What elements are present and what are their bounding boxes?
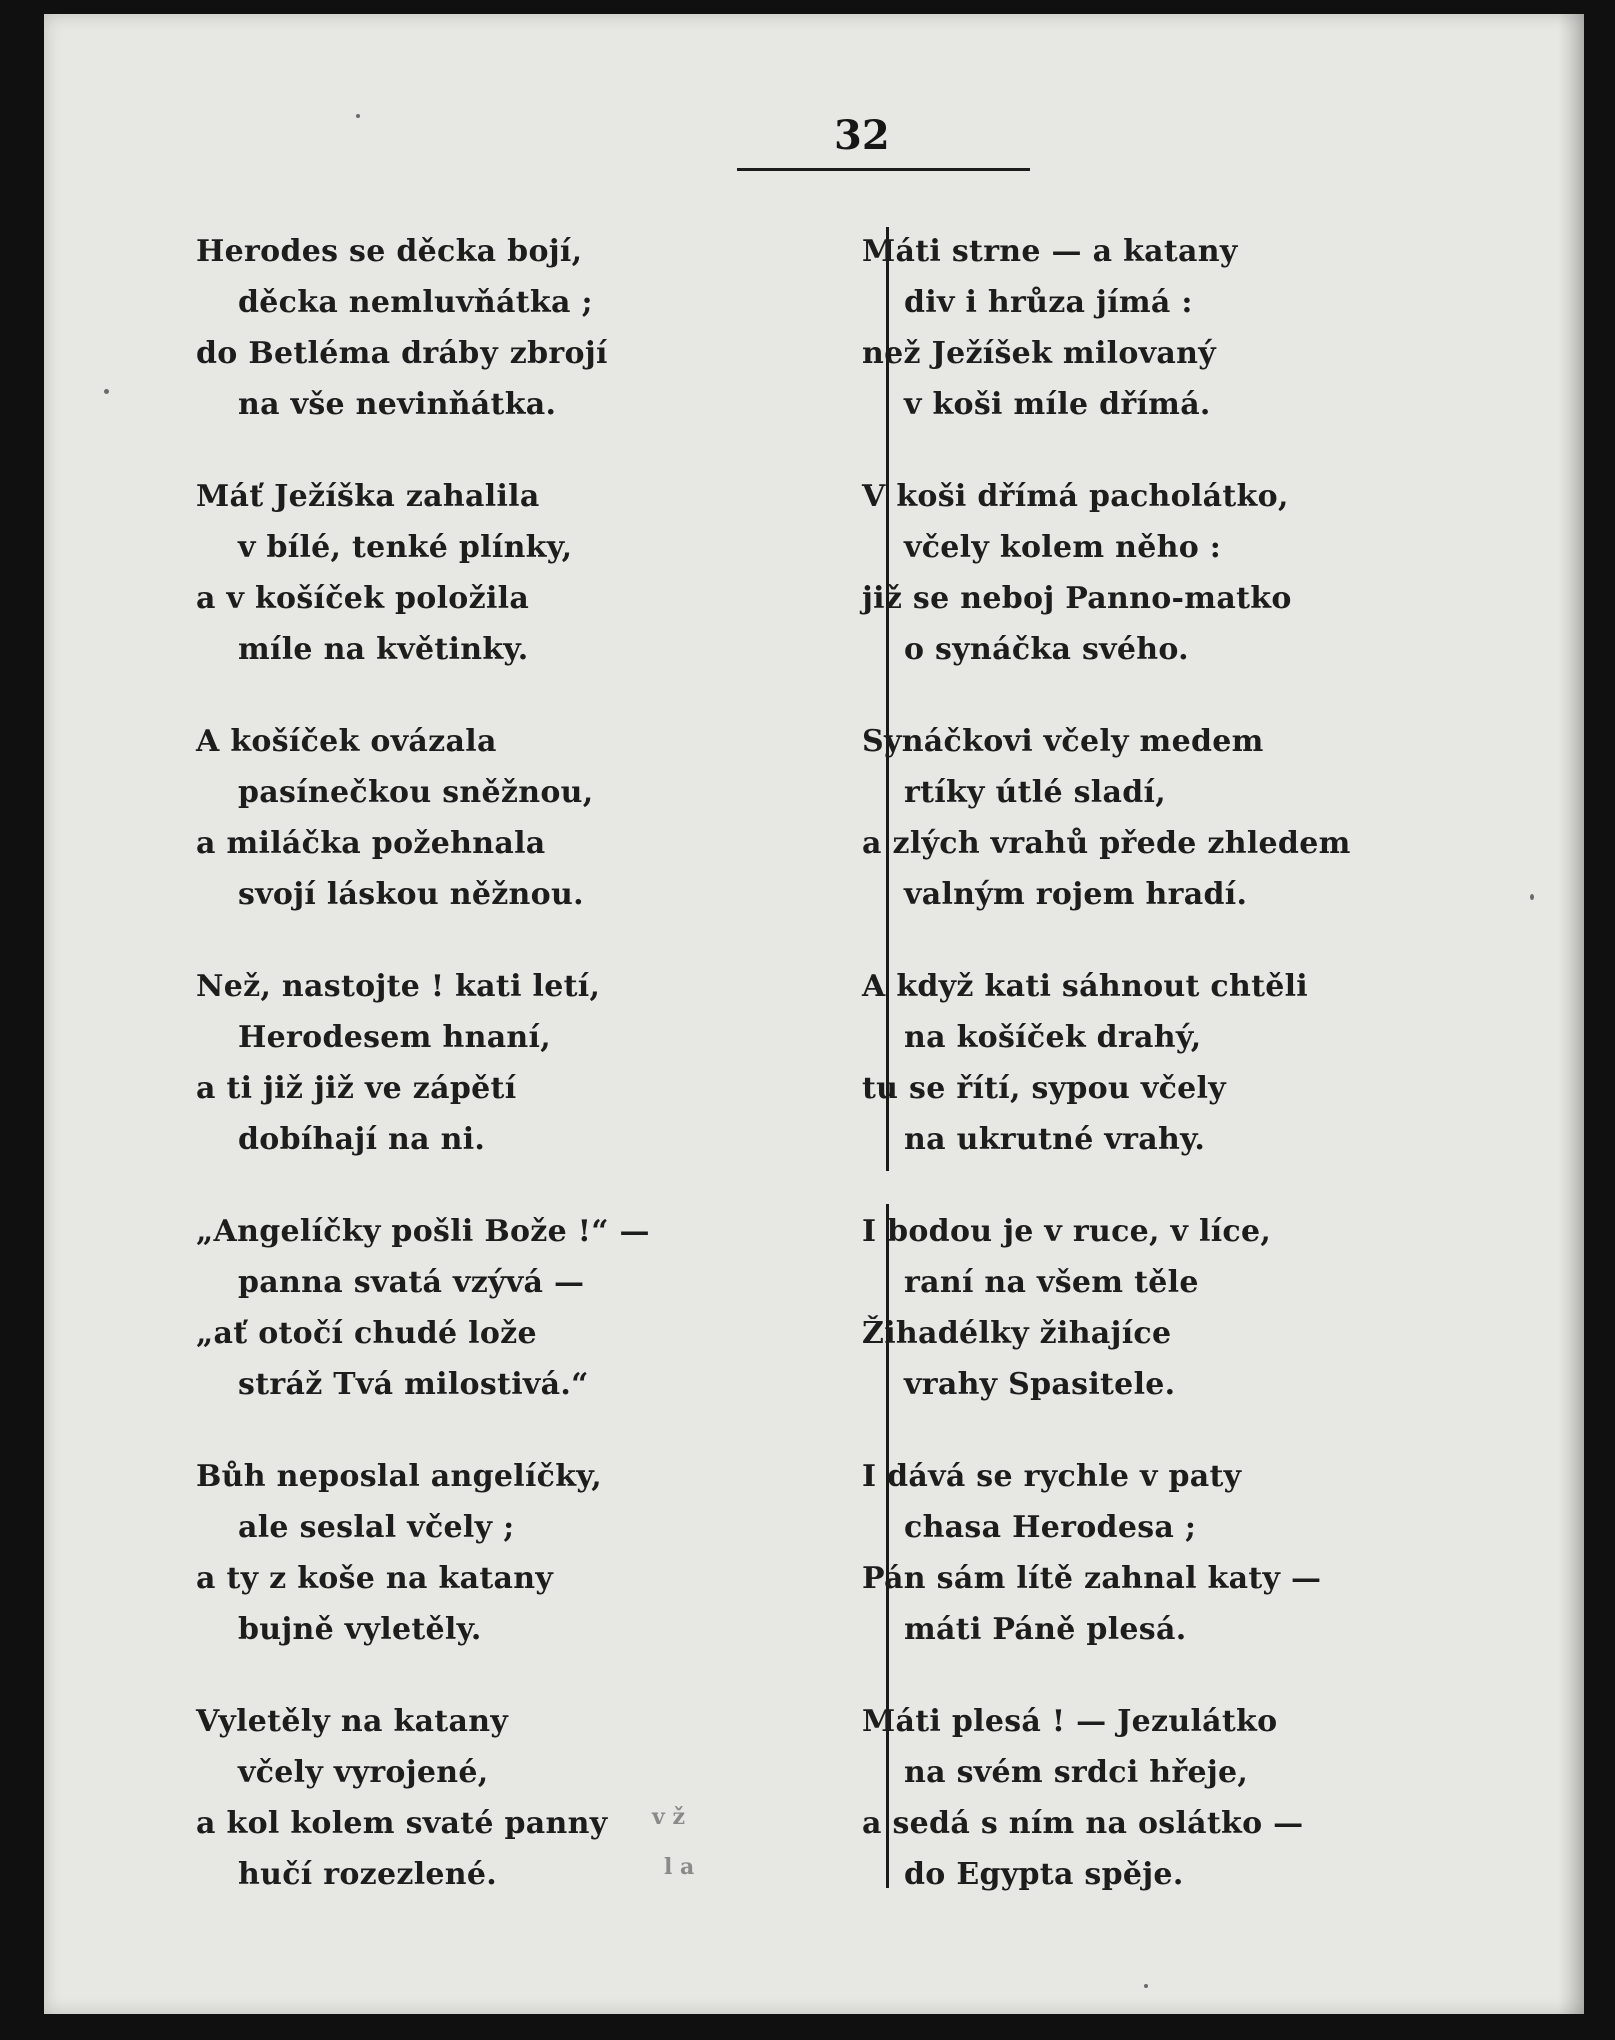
verse-line: o synáčka svého. bbox=[904, 632, 1189, 667]
verse-line: div i hrůza jímá : bbox=[904, 285, 1193, 320]
stanza bbox=[862, 1696, 1502, 1941]
verse-line: tu se řítí, sypou včely bbox=[862, 1071, 1226, 1106]
verse-line: Bůh neposlal angelíčky, bbox=[196, 1459, 602, 1494]
stanza bbox=[862, 1451, 1502, 1696]
verse-line: v koši míle dřímá. bbox=[904, 387, 1211, 422]
stanza bbox=[196, 471, 836, 716]
verse-line: Než, nastojte ! kati letí, bbox=[196, 969, 601, 1004]
ink-speck bbox=[1530, 894, 1534, 900]
verse-line: raní na všem těle bbox=[904, 1265, 1199, 1300]
verse-line: a ty z koše na katany bbox=[196, 1561, 554, 1596]
verse-line: A košíček ovázala bbox=[196, 724, 497, 759]
stanza bbox=[196, 716, 836, 961]
verse-line: V koši dřímá pacholátko, bbox=[862, 479, 1289, 514]
verse-line: Žihadélky žihajíce bbox=[862, 1316, 1172, 1351]
verse-line: I dává se rychle v paty bbox=[862, 1459, 1242, 1494]
verse-line: bujně vyletěly. bbox=[238, 1612, 482, 1647]
verse-line: pasínečkou sněžnou, bbox=[238, 775, 594, 810]
verse-line: rtíky útlé sladí, bbox=[904, 775, 1166, 810]
verse-line: Máť Ježíška zahalila bbox=[196, 479, 540, 514]
page-number: 32 bbox=[834, 112, 890, 159]
margin-mark-lower: l a bbox=[664, 1854, 695, 1880]
verse-line: Máti strne — a katany bbox=[862, 234, 1238, 269]
verse-line: „ať otočí chudé lože bbox=[196, 1316, 537, 1351]
stanza bbox=[862, 1206, 1502, 1451]
verse-line: vrahy Spasitele. bbox=[904, 1367, 1176, 1402]
verse-line: do Betléma drábу zbrojí bbox=[196, 336, 608, 371]
verse-line: na košíček drahý, bbox=[904, 1020, 1202, 1055]
stanza bbox=[862, 226, 1502, 471]
verse-line: děcka nemluvňátka ; bbox=[238, 285, 593, 320]
verse-line: ale seslal včely ; bbox=[238, 1510, 515, 1545]
stanza bbox=[196, 1451, 836, 1696]
verse-line: hučí rozezlené. bbox=[238, 1857, 498, 1892]
right-column bbox=[862, 226, 1502, 1941]
stanza bbox=[862, 471, 1502, 716]
verse-line: a ti již již ve zápětí bbox=[196, 1071, 517, 1106]
verse-line: a kol kolem svaté panny bbox=[196, 1806, 608, 1841]
stanza bbox=[196, 961, 836, 1206]
verse-line: Máti plesá ! — Jezulátko bbox=[862, 1704, 1278, 1739]
stanza bbox=[862, 961, 1502, 1206]
verse-line: včely kolem něho : bbox=[904, 530, 1222, 565]
verse-line: Herodes se děcka bojí, bbox=[196, 234, 583, 269]
margin-mark-upper: v ž bbox=[652, 1804, 685, 1830]
verse-line: svojí láskou něžnou. bbox=[238, 877, 584, 912]
verse-line: a miláčka požehnala bbox=[196, 826, 546, 861]
verse-line: do Egypta spěje. bbox=[904, 1857, 1184, 1892]
stanza bbox=[862, 716, 1502, 961]
ink-speck bbox=[356, 114, 360, 118]
verse-line: na ukrutné vrahy. bbox=[904, 1122, 1206, 1157]
verse-line: včely vyrojené, bbox=[238, 1755, 489, 1790]
verse-line: dobíhají na ni. bbox=[238, 1122, 486, 1157]
verse-line: než Ježíšek milovaný bbox=[862, 336, 1216, 371]
verse-line: Pán sám lítě zahnal katy — bbox=[862, 1561, 1322, 1596]
verse-line: Vyletěly na katany bbox=[196, 1704, 509, 1739]
verse-line: na svém srdci hřeje, bbox=[904, 1755, 1249, 1790]
verse-line: A když kati sáhnout chtěli bbox=[862, 969, 1309, 1004]
verse-line: míle na květinky. bbox=[238, 632, 529, 667]
verse-line: „Angelíčky pošli Bože !“ — bbox=[196, 1214, 650, 1249]
stanza bbox=[196, 226, 836, 471]
page-edge-shadow bbox=[1558, 14, 1584, 2014]
left-column bbox=[196, 226, 836, 1941]
book-page bbox=[44, 14, 1584, 2014]
verse-line: máti Páně plesá. bbox=[904, 1612, 1187, 1647]
header-rule bbox=[737, 168, 1030, 171]
verse-line: valným rojem hradí. bbox=[904, 877, 1248, 912]
verse-line: již se neboj Panno-matko bbox=[862, 581, 1292, 616]
verse-line: Herodesem hnaní, bbox=[238, 1020, 551, 1055]
ink-speck bbox=[104, 389, 109, 394]
verse-line: stráž Tvá milostivá.“ bbox=[238, 1367, 589, 1402]
verse-line: a v košíček položila bbox=[196, 581, 530, 616]
verse-line: a zlých vrahů přede zhledem bbox=[862, 826, 1351, 861]
verse-line: panna svatá vzývá — bbox=[238, 1265, 585, 1300]
ink-speck bbox=[1144, 1984, 1148, 1988]
verse-line: a sedá s ním na oslátko — bbox=[862, 1806, 1304, 1841]
verse-line: Synáčkovi včely medem bbox=[862, 724, 1264, 759]
verse-line: na vše nevinňátka. bbox=[238, 387, 557, 422]
verse-line: chasa Herodesa ; bbox=[904, 1510, 1197, 1545]
stanza bbox=[196, 1696, 836, 1941]
stanza bbox=[196, 1206, 836, 1451]
verse-line: I bodou je v ruce, v líce, bbox=[862, 1214, 1272, 1249]
verse-line: v bílé, tenké plínky, bbox=[238, 530, 573, 565]
